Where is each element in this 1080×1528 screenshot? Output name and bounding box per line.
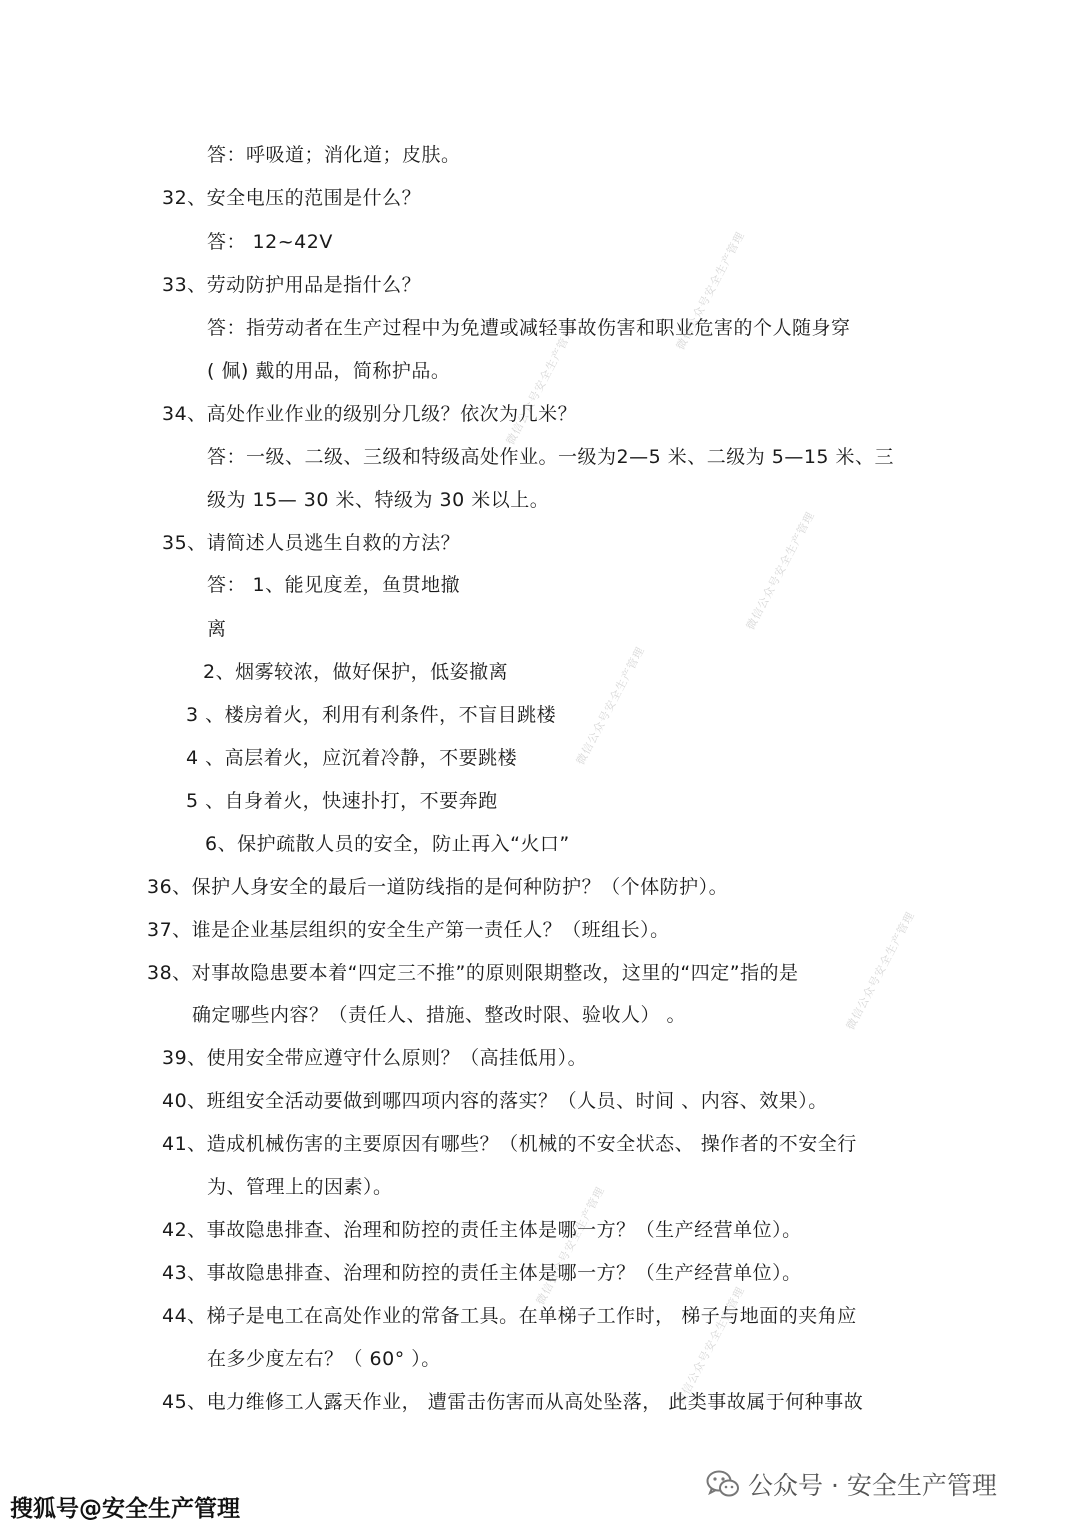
question-36: 36、保护人身安全的最后一道防线指的是何种防护？（个体防护）。 xyxy=(147,876,729,898)
wechat-account-tag xyxy=(706,1466,997,1502)
watermark: 微信公众号安全生产管理 xyxy=(843,909,918,1033)
wechat-account-name: 公众号 · 安全生产管理 xyxy=(748,1471,997,1500)
watermark: 微信公众号安全生产管理 xyxy=(673,229,748,353)
answer-32: 答： 12~42V xyxy=(207,231,333,253)
answer-35-item-1: 答： 1、能见度差，鱼贯地撤 xyxy=(207,574,461,596)
question-33: 33、劳动防护用品是指什么？ xyxy=(162,274,422,296)
answer-35-item-5: 5 、自身着火，快速扑打，不要奔跑 xyxy=(186,790,498,812)
answer-35-item-1b: 离 xyxy=(207,618,227,640)
answer-33-line-1: 答：指劳动者在生产过程中为免遭或减轻事故伤害和职业危害的个人随身穿 xyxy=(207,317,851,339)
question-42: 42、事故隐患排查、治理和防控的责任主体是哪一方？（生产经营单位）。 xyxy=(162,1219,802,1241)
question-38-line-1: 38、对事故隐患要本着“四定三不推”的原则限期整改，这里的“四定”指的是 xyxy=(147,962,799,984)
watermark: 微信公众号安全生产管理 xyxy=(573,644,648,768)
answer-34-line-1: 答：一级、二级、三级和特级高处作业。一级为2—5 米、二级为 5—15 米、三 xyxy=(207,446,895,468)
watermark: 微信公众号安全生产管理 xyxy=(503,324,578,448)
answer-31: 答：呼吸道；消化道；皮肤。 xyxy=(207,144,461,166)
question-38-line-2: 确定哪些内容？（责任人、措施、整改时限、验收人） 。 xyxy=(192,1004,687,1026)
question-40: 40、班组安全活动要做到哪四项内容的落实？（人员、时间 、内容、效果）。 xyxy=(162,1090,828,1112)
watermark: 微信公众号安全生产管理 xyxy=(673,1284,748,1408)
answer-35-item-4: 4 、高层着火，应沉着冷静，不要跳楼 xyxy=(186,747,518,769)
question-44-line-2: 在多少度左右？（ 60° ）。 xyxy=(207,1348,441,1370)
question-41-line-1: 41、造成机械伤害的主要原因有哪些？（机械的不安全状态、 操作者的不安全行 xyxy=(162,1133,857,1155)
watermark: 微信公众号安全生产管理 xyxy=(743,509,818,633)
sohu-account-tag: 搜狐号@安全生产管理 xyxy=(10,1496,240,1522)
question-45-line-1: 45、电力维修工人露天作业， 遭雷击伤害而从高处坠落， 此类事故属于何种事故 xyxy=(162,1391,864,1413)
wechat-icon xyxy=(706,1469,740,1499)
answer-35-item-6: 6、保护疏散人员的安全，防止再入“火口” xyxy=(205,833,570,855)
answer-35-item-3: 3 、楼房着火，利用有利条件，不盲目跳楼 xyxy=(186,704,557,726)
question-43: 43、事故隐患排查、治理和防控的责任主体是哪一方？（生产经营单位）。 xyxy=(162,1262,802,1284)
question-35: 35、请简述人员逃生自救的方法？ xyxy=(162,532,461,554)
answer-33-line-2: ( 佩) 戴的用品，简称护品。 xyxy=(207,360,451,382)
answer-34-line-2: 级为 15— 30 米、特级为 30 米以上。 xyxy=(207,489,550,511)
question-41-line-2: 为、管理上的因素）。 xyxy=(207,1176,393,1198)
question-34: 34、高处作业作业的级别分几级？依次为几米？ xyxy=(162,403,578,425)
question-37: 37、谁是企业基层组织的安全生产第一责任人？（班组长）。 xyxy=(147,919,670,941)
question-39: 39、使用安全带应遵守什么原则？（高挂低用）。 xyxy=(162,1047,588,1069)
answer-35-item-2: 2、烟雾较浓，做好保护，低姿撤离 xyxy=(203,661,509,683)
question-44-line-1: 44、梯子是电工在高处作业的常备工具。在单梯子工作时， 梯子与地面的夹角应 xyxy=(162,1305,857,1327)
watermark: 微信公众号安全生产管理 xyxy=(533,1184,608,1308)
question-32: 32、安全电压的范围是什么？ xyxy=(162,187,422,209)
